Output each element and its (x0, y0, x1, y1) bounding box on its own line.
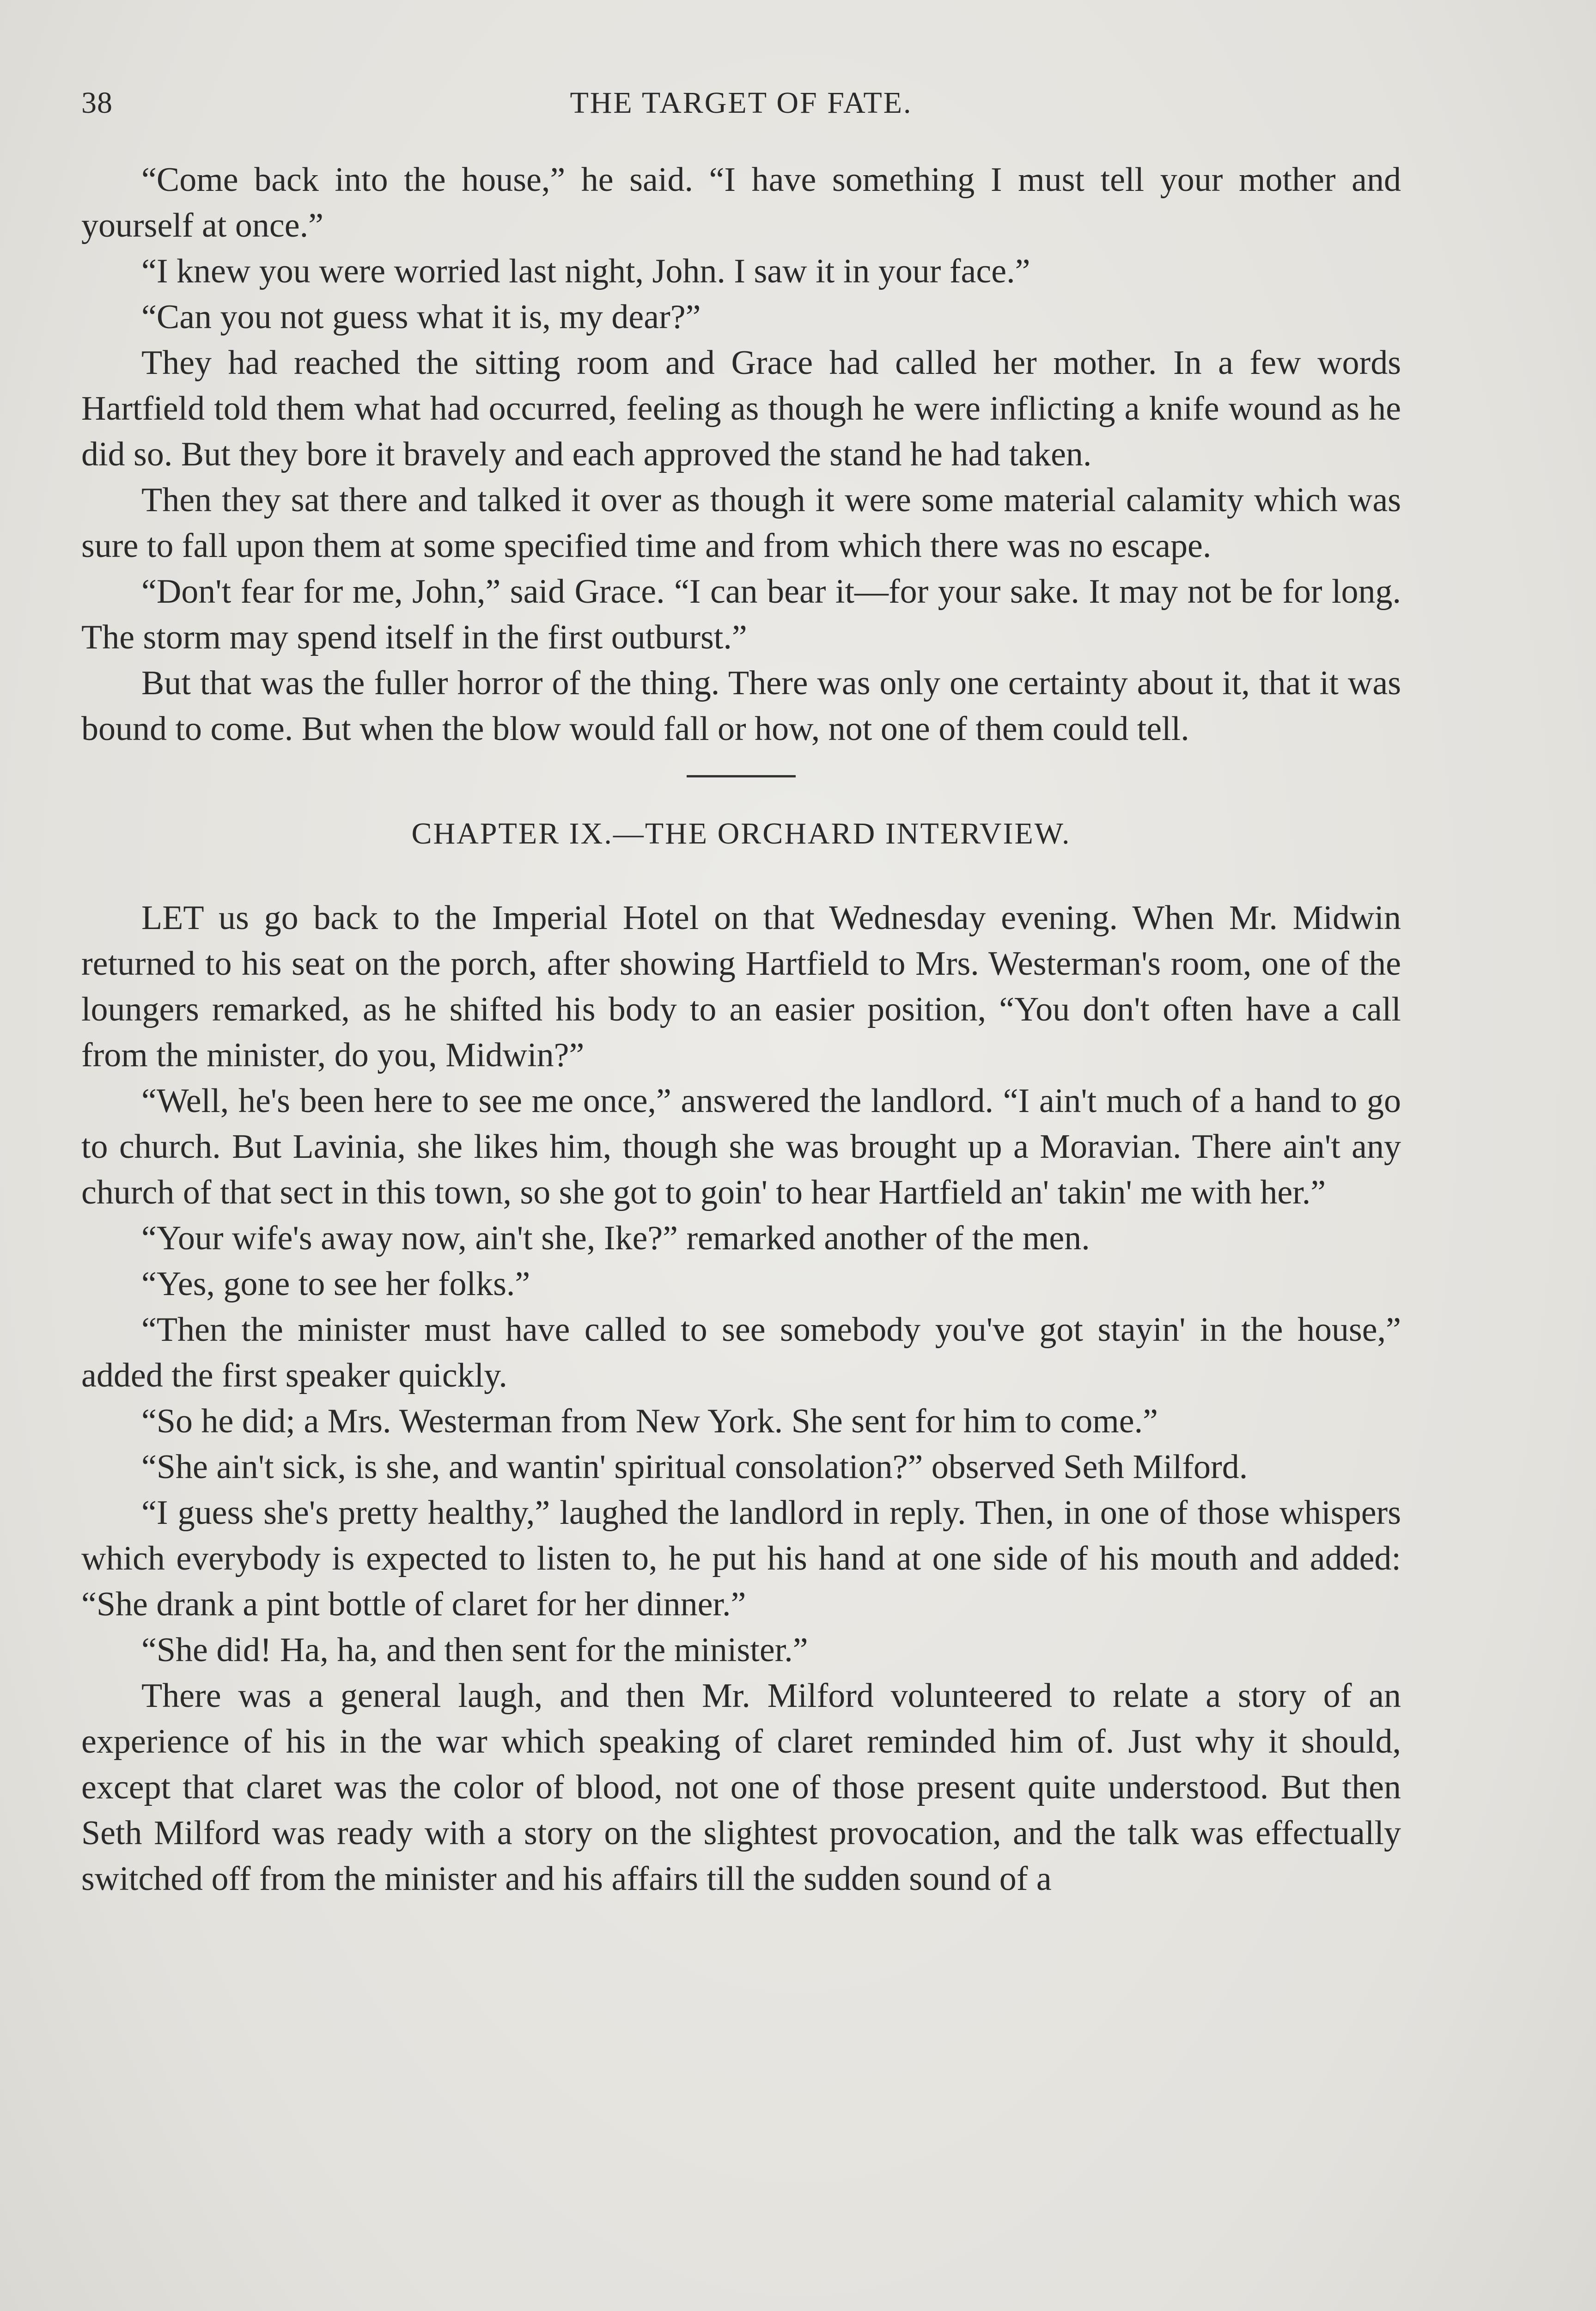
paragraph: “Yes, gone to see her folks.” (141, 1265, 530, 1303)
chapter-heading: CHAPTER IX.—THE ORCHARD INTERVIEW. (411, 817, 1071, 850)
paragraph: “Come back into the house,” he said. “I have something I must tell your mother and yourself at once.” (81, 161, 1401, 245)
running-title: THE TARGET OF FATE. (570, 86, 913, 120)
paragraph: “Don't fear for me, John,” said Grace. “I can bear it—for your sake. It may not be for long. The storm may spend itself in the first outburst.” (81, 573, 1401, 656)
paragraph: “I knew you were worried last night, John. I saw it in your face.” (141, 252, 1030, 290)
paragraph: “Your wife's away now, ain't she, Ike?” remarked another of the men. (141, 1219, 1090, 1257)
paragraph: “So he did; a Mrs. Westerman from New York. She sent for him to come.” (141, 1402, 1158, 1440)
page-header (81, 86, 1401, 127)
paragraph: “Then the minister must have called to see somebody you've got stayin' in the house,” added the first speaker quickly. (81, 1311, 1401, 1394)
paragraph: “She ain't sick, is she, and wantin' spiritual consolation?” observed Seth Milford. (141, 1448, 1248, 1486)
paragraph: LET us go back to the Imperial Hotel on that Wednesday evening. When Mr. Midwin returned to his seat on the porch, after showing Hartfield to Mrs. Westerman's room, one of the loungers remarked, as he shifted his body to an easier position, “You don't often have a call from the minister, do you, Midwin?” (81, 899, 1401, 1074)
body-text (81, 157, 1401, 1902)
paragraph: But that was the fuller horror of the thing. There was only one certainty about it, that it was bound to come. But when the blow would fall or how, not one of them could tell. (81, 664, 1401, 748)
paragraph: “Can you not guess what it is, my dear?” (141, 298, 701, 336)
section-divider (687, 775, 796, 777)
page-number: 38 (81, 86, 113, 120)
paragraph: Then they sat there and talked it over as though it were some material calamity which was sure to fall upon them at some specified time and from which there was no escape. (81, 481, 1401, 565)
paragraph: There was a general laugh, and then Mr. Milford volunteered to relate a story of an experience of his in the war which speaking of claret reminded him of. Just why it should, except that claret was the color of blood, not one of those present quite understood. But then Seth Milford was ready with a story on the slightest provocation, and the talk was effectually switched off from the minister and his affairs till the sudden sound of a (81, 1677, 1401, 1898)
paragraph: “Well, he's been here to see me once,” answered the landlord. “I ain't much of a hand to go to church. But Lavinia, she likes him, though she was brought up a Moravian. There ain't any church of that sect in this town, so she got to goin' to hear Hartfield an' takin' me with her.” (81, 1082, 1401, 1211)
paragraph: “She did! Ha, ha, and then sent for the minister.” (141, 1631, 808, 1669)
paragraph: They had reached the sitting room and Grace had called her mother. In a few words Hartfield told them what had occurred, feeling as though he were inflicting a knife wound as he did so. But they bore it bravely and each approved the stand he had taken. (81, 344, 1401, 473)
paragraph: “I guess she's pretty healthy,” laughed the landlord in reply. Then, in one of those whispers which everybody is expected to listen to, he put his hand at one side of his mouth and added: “She drank a pint bottle of claret for her dinner.” (81, 1494, 1401, 1623)
